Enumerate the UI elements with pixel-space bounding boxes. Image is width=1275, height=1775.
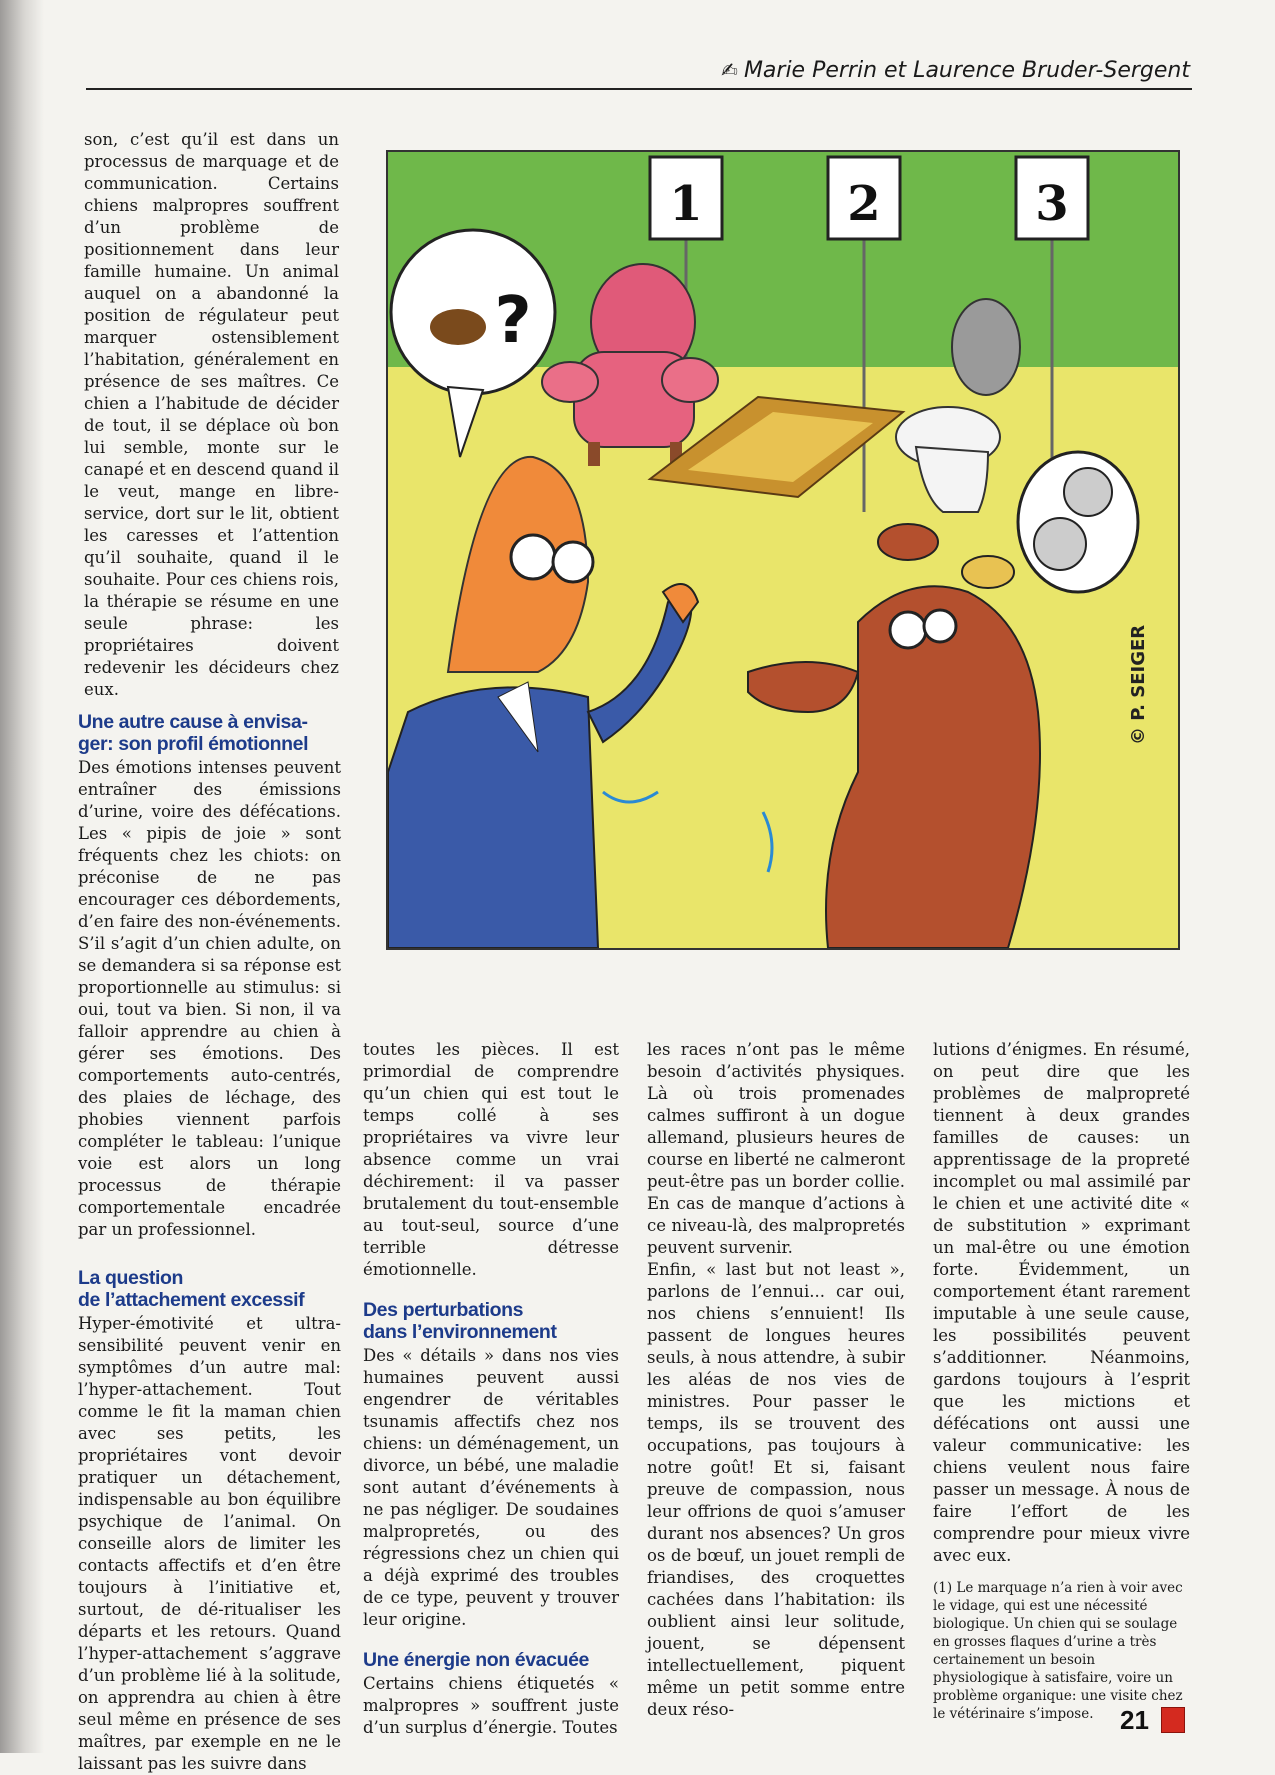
- column-2: [363, 1039, 619, 1739]
- column-1-top: [84, 129, 339, 701]
- gears-bubble: [1018, 452, 1138, 592]
- col3-paragraph-1: les races n’ont pas le même besoin d’activités physiques. Là où trois promenades calmes suffiront à un dogue allemand, plusieurs heures de course en liberté ne calmeront peut-être pas un border collie. En cas de manque d’actions à ce niveau-là, des malpropretés peuvent survenir.: [647, 1040, 905, 1257]
- svg-text:2: 2: [847, 176, 881, 232]
- heading-attachment: La question de l’attachement excessif: [78, 1267, 305, 1311]
- heading-emotional-profile: Une autre cause à envisa- ger: son profil émotionnel: [78, 711, 309, 755]
- author-byline: [720, 58, 1190, 83]
- emotion-paragraph: Des émotions intenses peuvent entraîner des émissions d’urine, voire des défécations. Les « pipis de joie » sont fréquents chez les chiots: on préconise de ne pas encourager ces débordements, d’en faire des non-événements. S’il s’agit d’un chien adulte, on se demandera si sa réponse est proportionnelle au stimulus: si oui, tout va bien. Si non, il va falloir apprendre au chien à gérer ses émotions. Des comportements auto-centrés, des plaies de léchage, des phobies viennent parfois compléter le tableau: l’unique voie est alors un long processus de thérapie comportementale encadrée par un professionnel.: [78, 758, 341, 1239]
- svg-text:1: 1: [669, 176, 703, 232]
- environment-paragraph: Des « détails » dans nos vies humaines peuvent aussi engendrer de véritables tsunamis affectifs chez nos chiens: un déménagement, un divorce, un bébé, une maladie sont autant d’événements à ne pas négliger. De soudaines malpropretés, ou des régressions chez un chien qui a déjà exprimé des troubles de ce type, peuvent y trouver leur origine.: [363, 1346, 619, 1629]
- col3-paragraph-2: Enfin, « last but not least », parlons de l’ennui... car oui, nos chiens s’ennuient! Ils passent de longues heures seuls, à nous attendre, à subir les aléas de nos vies de ministres. Pour passer le temps, ils se trouvent des occupations, pas toujours à notre goût! Et si, faisant preuve de compassion, nous leur offrions de quoi s’amuser durant nos absences? Un gros os de bœuf, un jouet rempli de friandises, des croquettes cachées dans l’habitation: ils oublient ainsi leur solitude, jouent, se dépensent intellectuellement, piquent même un petit somme entre deux réso-: [647, 1260, 905, 1719]
- column-3: [647, 1039, 905, 1721]
- svg-text:?: ?: [494, 284, 532, 358]
- heading-environment: Des perturbations dans l’environnement: [363, 1299, 557, 1343]
- col4-paragraph: lutions d’énigmes. En résumé, on peut dire que les problèmes de malpropreté tiennent à deux grandes familles de causes: un apprentissage de la propreté incomplet ou mal assimilé par le chien et une activité dite « de substitution » exprimant un mal-être ou une émotion forte. Évidemment, un comportement étant rarement imputable à une seule cause, les possibilités peuvent s’additionner. Néanmoins, gardons toujours à l’esprit que les mictions et défécations ont aussi une valeur communicative: les chiens veulent nous faire passer un message. À nous de faire l’effort de les comprendre pour mieux vivre avec eux.: [933, 1040, 1190, 1565]
- author-names: Marie Perrin et Laurence Bruder-Sergent: [743, 58, 1190, 83]
- attachment-paragraph: Hyper-émotivité et ultra-sensibilité peuvent venir en symptômes d’un autre mal: l’hyper-attachement. Tout comme le fit la maman chien avec ses petits, les propriétaires vont devoir pratiquer un détachement, indispensable au bon équilibre psychique de l’animal. On conseille alors de limiter les contacts affectifs et d’en être toujours à l’initiative et, surtout, de dé-ritualiser les départs et les retours. Quand l’hyper-attachement s’aggrave d’un problème lié à la solitude, on apprendra au chien à être seul même en présence de ses maîtres, par exemple en ne le laissant pas les suivre dans: [78, 1314, 341, 1773]
- energy-paragraph: Certains chiens étiquetés « malpropres » souffrent juste d’un surplus d’énergie. Toutes: [363, 1674, 619, 1737]
- magazine-logo-icon: [1161, 1707, 1185, 1733]
- illustrator-signature: © P. SEIGER: [1128, 624, 1149, 745]
- header-rule: [86, 88, 1192, 90]
- col1-intro-paragraph: son, c’est qu’il est dans un processus de marquage et de communication. Certains chiens malpropres souffrent d’un problème de positionnement dans leur famille humaine. Un animal auquel on a abandonné la position de régulateur peut marquer ostensiblement l’habitation, généralement en présence de ses maîtres. Ce chien a l’habitude de décider de tout, il se déplace où bon lui semble, monte sur le canapé et en descend quand il le veut, mange en libre-service, dort sur le lit, obtient les caresses et l’attention qu’il souhaite, quand il le souhaite. Pour ces chiens rois, la thérapie se résume en une seule phrase: les propriétaires doivent redevenir les décideurs chez eux.: [84, 130, 339, 699]
- footnote: (1) Le marquage n’a rien à voir avec le vidage, qui est une nécessité biologique. Un chien qui se soulage en grosses flaques d’urine a très certainement un besoin physiologique à satisfaire, voire un problème organique: une visite chez le vétérinaire s’impose.: [933, 1580, 1183, 1722]
- heading-energy: Une énergie non évacuée: [363, 1649, 589, 1671]
- svg-text:3: 3: [1035, 176, 1069, 232]
- cartoon-illustration: [386, 150, 1180, 950]
- page-number: 21: [1120, 1705, 1149, 1735]
- page-gutter-shadow: [0, 0, 44, 1753]
- pen-icon: ✍: [721, 58, 738, 82]
- cartoon-svg: [388, 152, 1178, 948]
- column-4: [933, 1039, 1190, 1723]
- col2-intro-paragraph: toutes les pièces. Il est primordial de comprendre qu’un chien qui est tout le temps collé à ses propriétaires va vivre leur absence comme un vrai déchirement: il va passer brutalement du tout-ensemble au tout-seul, source d’une terrible détresse émotionnelle.: [363, 1040, 619, 1279]
- column-1-bottom: [78, 697, 341, 1775]
